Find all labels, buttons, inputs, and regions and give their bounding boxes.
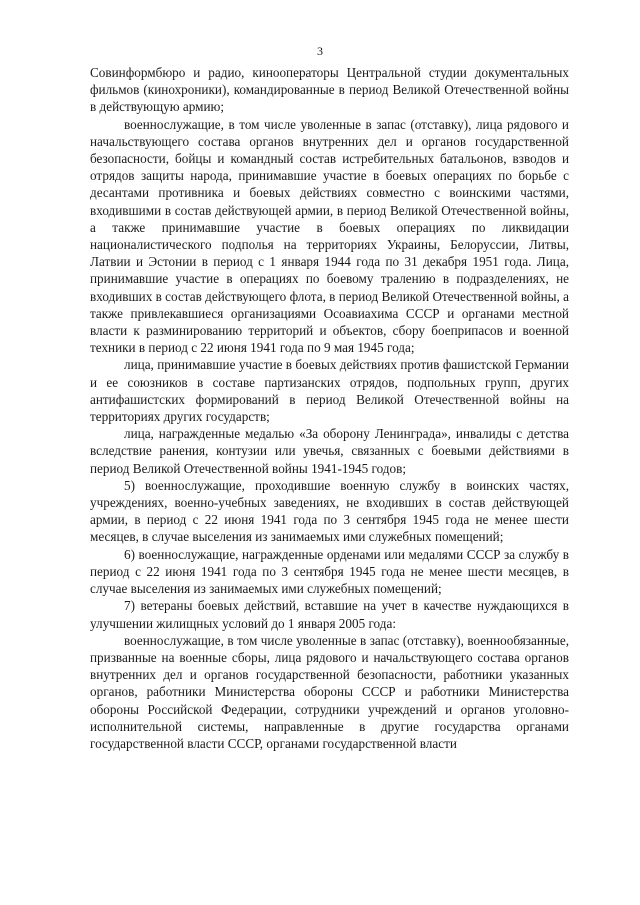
paragraph-leningrad-medal: лица, награжденные медалью «За оборону Ленинграда», инвалиды с детства вследствие ранения, контузии или увечья, связанных с боевыми действиями в период Великой Отечественной войны 1941-1945 годов; <box>90 426 569 476</box>
paragraph-partisans: лица, принимавшие участие в боевых действиях против фашистской Германии и ее союзников в составе партизанских отрядов, подпольных групп, других антифашистских формирований в период Великой Отечественной войны на территориях других государств; <box>90 357 569 425</box>
document-body <box>90 64 569 752</box>
paragraph-servicemen: военнослужащие, в том числе уволенные в запас (отставку), лица рядового и начальствующего состава органов внутренних дел и органов государственной безопасности, бойцы и командный состав истребительных батальонов, взводов и отрядов защиты народа, принимавшие участие в боевых операциях по борьбе с десантами противника и боевых действиях совместно с воинскими частями, входившими в состав действующей армии, в период Великой Отечественной войны, а также принимавшие участие в боевых операциях по ликвидации националистического подполья на территориях Украины, Белоруссии, Литвы, Латвии и Эстонии в период с 1 января 1944 года по 31 декабря 1951 года. Лица, принимавшие участие в операциях по боевому тралению в подразделениях, не входивших в состав действующего флота, в период Великой Отечественной войны, а также привлекавшиеся организациями Осоавиахима СССР и органами местной власти к разминированию территорий и объектов, сбору боеприпасов и военной техники в период с 22 июня 1941 года по 9 мая 1945 года; <box>90 116 569 356</box>
paragraph-item-6: 6) военнослужащие, награжденные орденами или медалями СССР за службу в период с 22 июня 1941 года по 3 сентября 1945 года не менее шести месяцев, в случае выселения из занимаемых ими служебных помещений; <box>90 546 569 597</box>
paragraph-item-5: 5) военнослужащие, проходившие военную службу в воинских частях, учреждениях, военно-учебных заведениях, не входивших в состав действующей армии, в период с 22 июня 1941 года по 3 сентября 1945 года не менее шести месяцев, в случае выселения из занимаемых ими служебных помещений; <box>90 477 569 545</box>
paragraph-continuation: Совинформбюро и радио, кинооператоры Центральной студии документальных фильмов (кинохроники), командированные в период Великой Отечественной войны в действующую армию; <box>90 65 569 115</box>
paragraph-item-7: 7) ветераны боевых действий, вставшие на учет в качестве нуждающихся в улучшении жилищных условий до 1 января 2005 года: <box>90 598 569 631</box>
paragraph-combat-veterans: военнослужащие, в том числе уволенные в запас (отставку), военнообязанные, призванные на военные сборы, лица рядового и начальствующего состава органов внутренних дел и органов государственной безопасности, работники указанных органов, работники Министерства обороны СССР и работники Министерства обороны Российской Федерации, сотрудники учреждений и органов уголовно-исполнительной системы, направленные в другие государства органами государственной власти СССР, органами государственной власти <box>90 632 569 751</box>
page-number: 3 <box>317 44 323 58</box>
